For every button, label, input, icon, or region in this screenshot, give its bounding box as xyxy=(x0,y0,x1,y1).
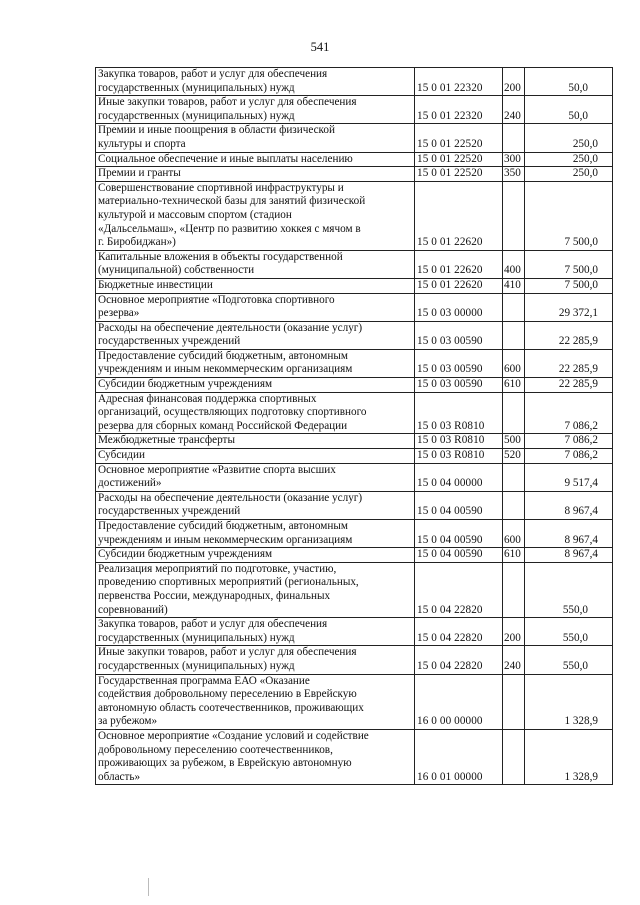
row-name: Расходы на обеспечение деятельности (оказание услуг) государственных учреждений xyxy=(96,491,415,519)
row-name: Капитальные вложения в объекты государственной (муниципальной) собственности xyxy=(96,250,415,278)
row-sum: 7 086,2 xyxy=(525,449,613,464)
row-code: 15 0 03 00000 xyxy=(415,293,503,321)
table-row xyxy=(96,293,613,321)
row-code: 15 0 04 00590 xyxy=(415,491,503,519)
row-name: Премии и иные поощрения в области физической культуры и спорта xyxy=(96,124,415,152)
row-code: 15 0 03 R0810 xyxy=(415,434,503,449)
row-name: Совершенствование спортивной инфраструктуры и материально-технической базы для занятий физической культурой и массовым спортом (стадион «Дальсельмаш», «Центр по развитию хоккея с мячом в г. Биробиджан») xyxy=(96,181,415,250)
row-type: 610 xyxy=(503,548,525,563)
row-sum: 550,0 xyxy=(525,646,613,674)
table-row xyxy=(96,321,613,349)
row-name: Реализация мероприятий по подготовке, участию, проведению спортивных мероприятий (региональных, первенства России, международных, финальных соревнований) xyxy=(96,562,415,617)
row-sum: 7 500,0 xyxy=(525,181,613,250)
row-code: 15 0 01 22520 xyxy=(415,124,503,152)
row-sum: 1 328,9 xyxy=(525,674,613,729)
row-sum: 550,0 xyxy=(525,562,613,617)
row-sum: 8 967,4 xyxy=(525,491,613,519)
row-name: Иные закупки товаров, работ и услуг для обеспечения государственных (муниципальных) нужд xyxy=(96,96,415,124)
row-name: Социальное обеспечение и иные выплаты населению xyxy=(96,152,415,167)
table-row xyxy=(96,520,613,548)
page-number: 541 xyxy=(310,40,330,54)
row-name: Основное мероприятие «Создание условий и содействие добровольному переселению соотечественников, проживающих за рубежом, в Еврейскую автономную область» xyxy=(96,729,415,784)
row-type: 240 xyxy=(503,646,525,674)
table-row xyxy=(96,562,613,617)
row-code: 15 0 04 22820 xyxy=(415,618,503,646)
row-sum: 22 285,9 xyxy=(525,349,613,377)
row-code: 15 0 03 00590 xyxy=(415,349,503,377)
row-code: 15 0 03 00590 xyxy=(415,378,503,393)
row-sum: 250,0 xyxy=(525,152,613,167)
row-code: 15 0 01 22620 xyxy=(415,181,503,250)
row-type xyxy=(503,321,525,349)
row-sum: 50,0 xyxy=(525,96,613,124)
table-row xyxy=(96,449,613,464)
row-name: Закупка товаров, работ и услуг для обеспечения государственных (муниципальных) нужд xyxy=(96,68,415,96)
row-code: 15 0 04 00590 xyxy=(415,520,503,548)
row-code: 15 0 01 22320 xyxy=(415,68,503,96)
row-name: Закупка товаров, работ и услуг для обеспечения государственных (муниципальных) нужд xyxy=(96,618,415,646)
row-type xyxy=(503,562,525,617)
row-name: Предоставление субсидий бюджетным, автономным учреждениям и иным некоммерческим организациям xyxy=(96,520,415,548)
row-type xyxy=(503,124,525,152)
row-sum: 8 967,4 xyxy=(525,548,613,563)
table-row xyxy=(96,181,613,250)
table-row xyxy=(96,392,613,434)
row-sum: 9 517,4 xyxy=(525,463,613,491)
row-type xyxy=(503,674,525,729)
table-row xyxy=(96,729,613,784)
row-sum: 29 372,1 xyxy=(525,293,613,321)
row-sum: 7 500,0 xyxy=(525,278,613,293)
row-code: 15 0 01 22620 xyxy=(415,250,503,278)
row-code: 15 0 03 R0810 xyxy=(415,392,503,434)
row-code: 15 0 04 22820 xyxy=(415,562,503,617)
row-name: Иные закупки товаров, работ и услуг для обеспечения государственных (муниципальных) нужд xyxy=(96,646,415,674)
table-row xyxy=(96,349,613,377)
row-code: 16 0 00 00000 xyxy=(415,674,503,729)
row-type xyxy=(503,463,525,491)
row-type: 200 xyxy=(503,618,525,646)
row-type: 600 xyxy=(503,520,525,548)
row-type xyxy=(503,181,525,250)
table-row xyxy=(96,167,613,182)
row-name: Премии и гранты xyxy=(96,167,415,182)
row-sum: 7 086,2 xyxy=(525,392,613,434)
table-row xyxy=(96,646,613,674)
row-type: 400 xyxy=(503,250,525,278)
row-name: Субсидии бюджетным учреждениям xyxy=(96,378,415,393)
row-type xyxy=(503,293,525,321)
budget-table-body xyxy=(96,68,613,785)
row-type xyxy=(503,729,525,784)
table-row xyxy=(96,434,613,449)
row-type: 300 xyxy=(503,152,525,167)
row-sum: 50,0 xyxy=(525,68,613,96)
row-name: Государственная программа ЕАО «Оказание содействия добровольному переселению в Еврейскую автономную область соотечественников, проживающих за рубежом» xyxy=(96,674,415,729)
budget-table xyxy=(95,67,613,785)
table-row xyxy=(96,96,613,124)
row-name: Адресная финансовая поддержка спортивных организаций, осуществляющих подготовку спортивного резерва для сборных команд Российской Федерации xyxy=(96,392,415,434)
row-type: 500 xyxy=(503,434,525,449)
row-type: 410 xyxy=(503,278,525,293)
row-code: 15 0 01 22520 xyxy=(415,167,503,182)
row-type xyxy=(503,491,525,519)
row-name: Межбюджетные трансферты xyxy=(96,434,415,449)
scan-artifact-line xyxy=(148,878,149,896)
table-row xyxy=(96,68,613,96)
row-sum: 7 086,2 xyxy=(525,434,613,449)
row-type: 520 xyxy=(503,449,525,464)
table-row xyxy=(96,674,613,729)
table-row xyxy=(96,548,613,563)
row-type: 200 xyxy=(503,68,525,96)
row-name: Расходы на обеспечение деятельности (оказание услуг) государственных учреждений xyxy=(96,321,415,349)
table-row xyxy=(96,463,613,491)
row-sum: 22 285,9 xyxy=(525,321,613,349)
row-sum: 7 500,0 xyxy=(525,250,613,278)
table-row xyxy=(96,152,613,167)
row-name: Основное мероприятие «Развитие спорта высших достижений» xyxy=(96,463,415,491)
row-sum: 250,0 xyxy=(525,167,613,182)
row-code: 15 0 03 00590 xyxy=(415,321,503,349)
row-name: Субсидии xyxy=(96,449,415,464)
row-type: 350 xyxy=(503,167,525,182)
table-row xyxy=(96,124,613,152)
row-sum: 550,0 xyxy=(525,618,613,646)
row-name: Субсидии бюджетным учреждениям xyxy=(96,548,415,563)
row-name: Бюджетные инвестиции xyxy=(96,278,415,293)
row-code: 15 0 01 22520 xyxy=(415,152,503,167)
row-sum: 8 967,4 xyxy=(525,520,613,548)
table-row xyxy=(96,491,613,519)
row-code: 15 0 04 22820 xyxy=(415,646,503,674)
table-row xyxy=(96,618,613,646)
row-name: Предоставление субсидий бюджетным, автономным учреждениям и иным некоммерческим организациям xyxy=(96,349,415,377)
row-sum: 250,0 xyxy=(525,124,613,152)
table-row xyxy=(96,250,613,278)
row-type: 600 xyxy=(503,349,525,377)
row-sum: 22 285,9 xyxy=(525,378,613,393)
table-row xyxy=(96,378,613,393)
row-sum: 1 328,9 xyxy=(525,729,613,784)
row-type xyxy=(503,392,525,434)
row-type: 610 xyxy=(503,378,525,393)
row-code: 15 0 04 00590 xyxy=(415,548,503,563)
row-name: Основное мероприятие «Подготовка спортивного резерва» xyxy=(96,293,415,321)
row-code: 15 0 03 R0810 xyxy=(415,449,503,464)
row-code: 16 0 01 00000 xyxy=(415,729,503,784)
row-code: 15 0 01 22620 xyxy=(415,278,503,293)
row-code: 15 0 01 22320 xyxy=(415,96,503,124)
row-code: 15 0 04 00000 xyxy=(415,463,503,491)
row-type: 240 xyxy=(503,96,525,124)
table-row xyxy=(96,278,613,293)
